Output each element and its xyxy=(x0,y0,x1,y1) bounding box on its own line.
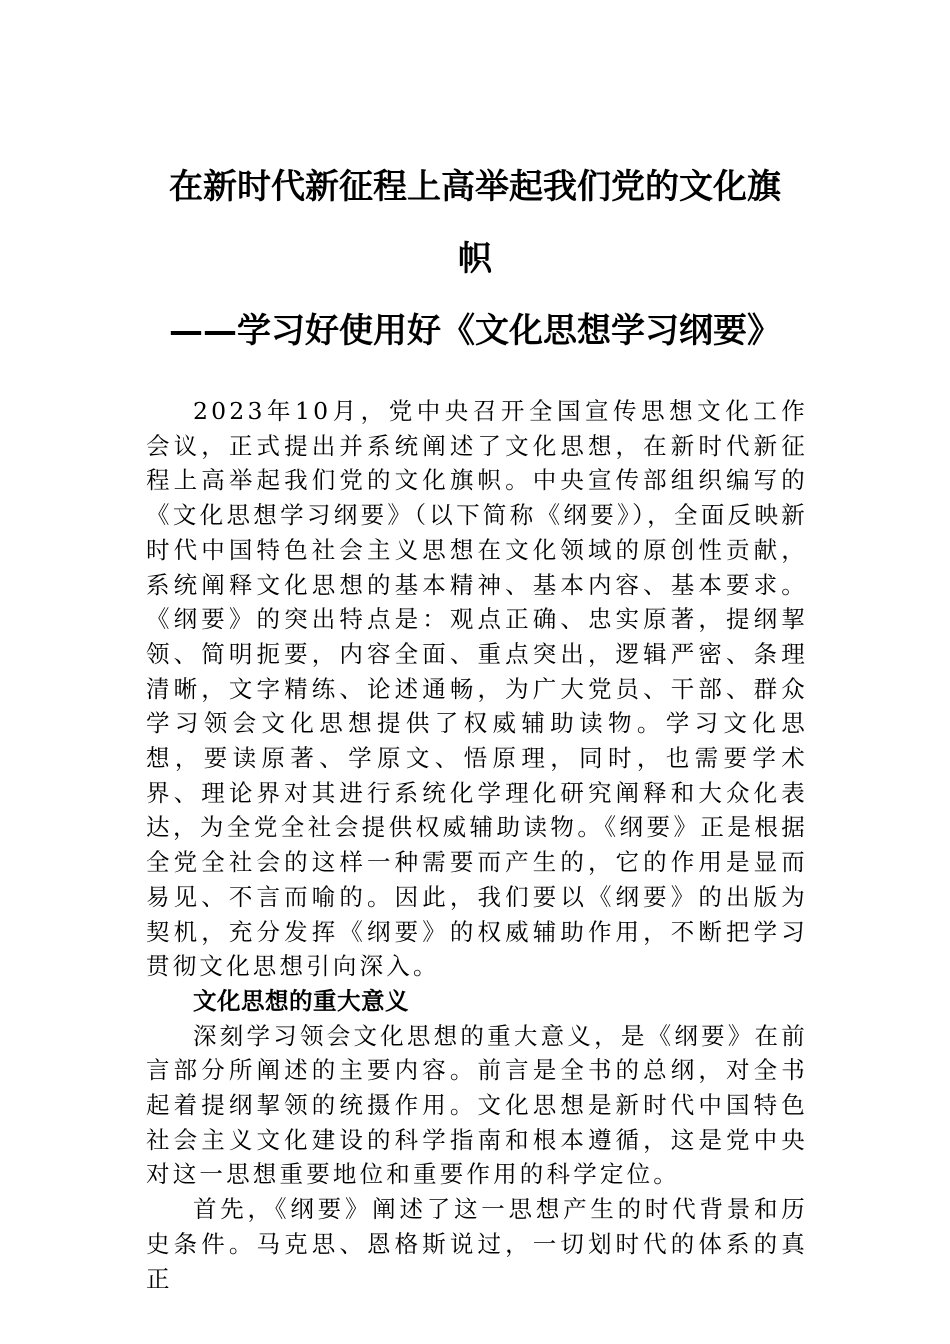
document-title xyxy=(0,158,950,360)
title-line-2: 帜 xyxy=(458,239,492,279)
subtitle: ——学习好使用好《文化思想学习纲要》 xyxy=(169,311,781,351)
document-body xyxy=(146,394,808,1296)
section-heading: 文化思想的重大意义 xyxy=(193,986,409,1015)
paragraph-intro: 2023年10月，党中央召开全国宣传思想文化工作会议，正式提出并系统阐述了文化思想，在新时代新征程上高举起我们党的文化旗帜。中央宣传部组织编写的《文化思想学习纲要》（以下简称《纲要》），全面反映新时代中国特色社会主义思想在文化领域的原创性贡献，系统阐释文化思想的基本精神、基本内容、基本要求。《纲要》的突出特点是：观点正确、忠实原著，提纲挈领、简明扼要，内容全面、重点突出，逻辑严密、条理清晰，文字精练、论述通畅，为广大党员、干部、群众学习领会文化思想提供了权威辅助读物。学习文化思想，要读原著、学原文、悟原理，同时，也需要学术界、理论界对其进行系统化学理化研究阐释和大众化表达，为全党全社会提供权威辅助读物。《纲要》正是根据全党全社会的这样一种需要而产生的，它的作用是显而易见、不言而喻的。因此，我们要以《纲要》的出版为契机，充分发挥《纲要》的权威辅助作用，不断把学习贯彻文化思想引向深入。 xyxy=(146,397,808,981)
paragraph-background: 首先，《纲要》阐述了这一思想产生的时代背景和历史条件。马克思、恩格斯说过，一切划时代的体系的真正 xyxy=(146,1195,808,1293)
title-line-1: 在新时代新征程上高举起我们党的文化旗 xyxy=(169,167,781,207)
paragraph-significance: 深刻学习领会文化思想的重大意义，是《纲要》在前言部分所阐述的主要内容。前言是全书的总纲，对全书起着提纲挈领的统摄作用。文化思想是新时代中国特色社会主义文化建设的科学指南和根本遵循，这是党中央对这一思想重要地位和重要作用的科学定位。 xyxy=(146,1021,808,1189)
